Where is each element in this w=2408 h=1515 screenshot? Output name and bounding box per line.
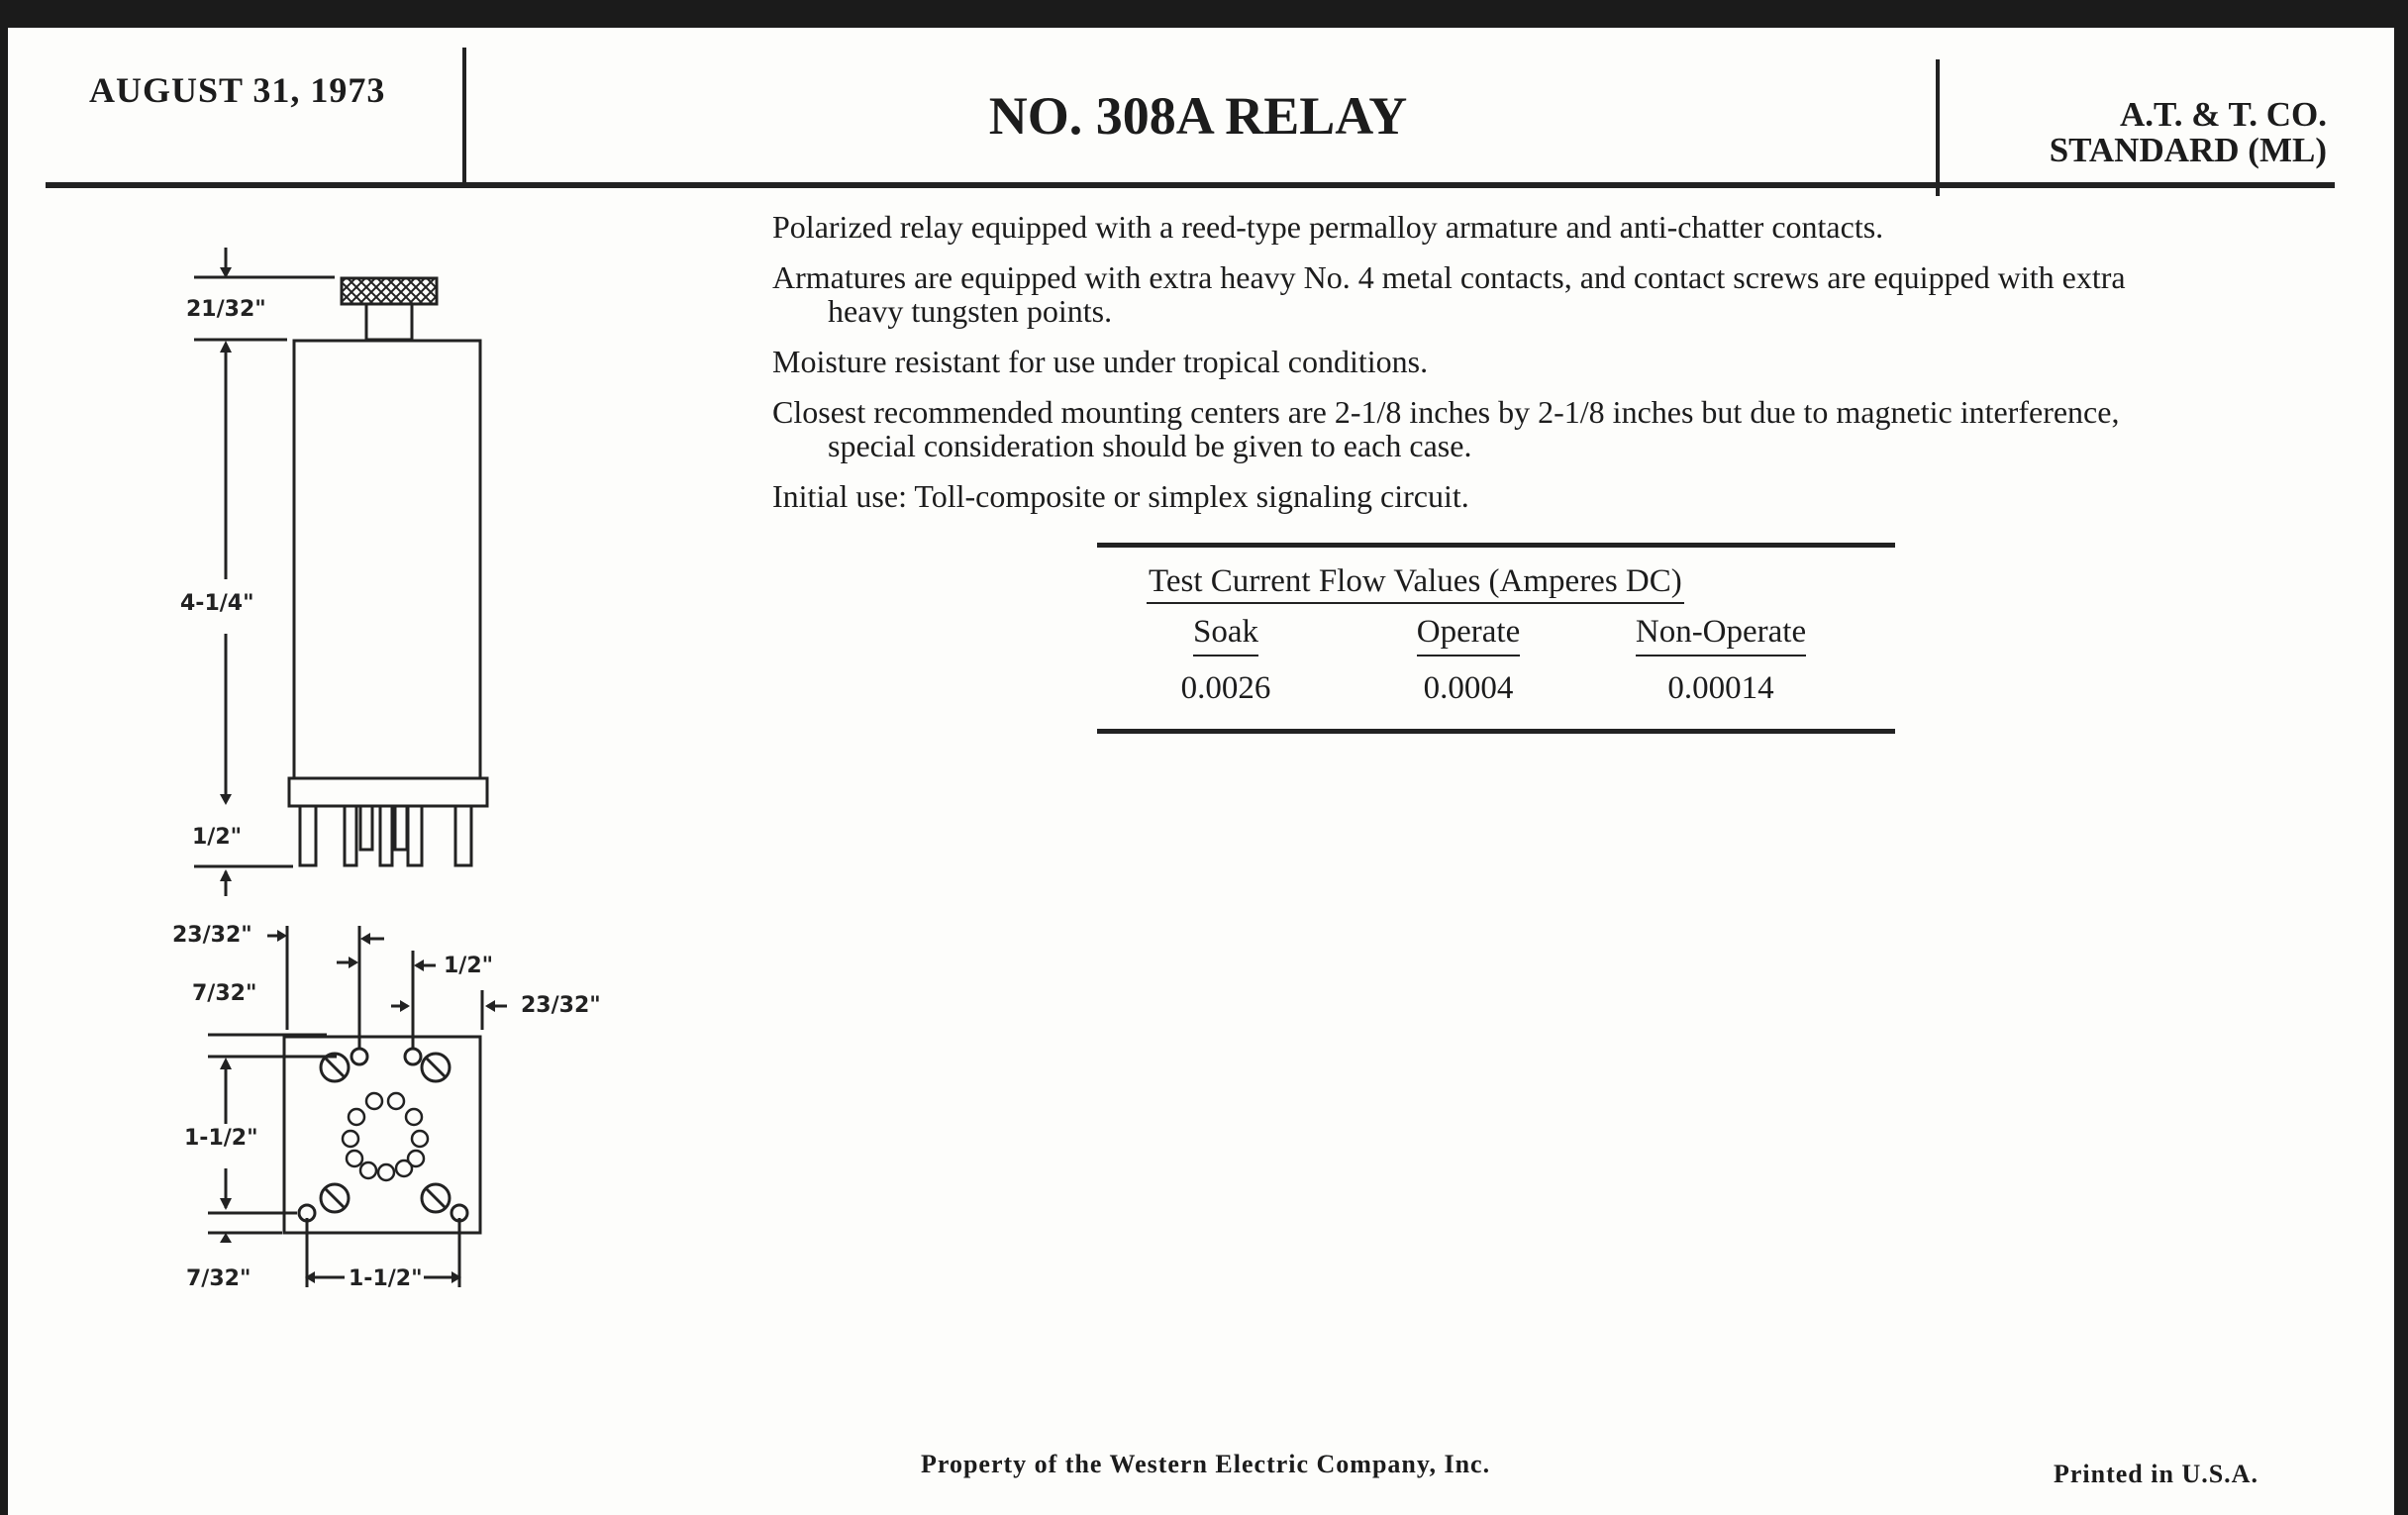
standard-line-2: STANDARD (ML) — [2049, 131, 2327, 169]
description — [772, 210, 2188, 530]
relay-base — [289, 778, 487, 806]
table-value-operate: 0.0004 — [1423, 670, 1514, 706]
table-caption: Test Current Flow Values (Amperes DC) — [1147, 563, 1684, 604]
standard-line-1: A.T. & T. CO. — [2119, 95, 2327, 134]
footer-property: Property of the Western Electric Company, Inc. — [921, 1450, 1491, 1478]
dim-base-top-margin: 7/32" — [192, 981, 257, 1006]
relay-pins — [300, 806, 471, 865]
base-screws — [299, 1049, 467, 1221]
table-bottom-rule — [1097, 729, 1895, 734]
dim-base-width: 1-1/2" — [349, 1266, 423, 1291]
description-paragraph: Closest recommended mounting centers are 2-1/8 inches by 2-1/8 inches but due to magnetic interference, special consideration should be given to each case. — [772, 394, 2120, 463]
dim-base-offset-right: 23/32" — [521, 993, 601, 1018]
relay-body — [294, 341, 480, 778]
dim-body-height: 4-1/4" — [180, 591, 254, 616]
dim-pin-height: 1/2" — [192, 825, 243, 850]
dim-base-height: 1-1/2" — [184, 1126, 258, 1151]
description-paragraph: Moisture resistant for use under tropical conditions. — [772, 344, 1429, 379]
description-paragraph: Armatures are equipped with extra heavy No. 4 metal contacts, and contact screws are equipped with extra heavy tungsten points. — [772, 259, 2126, 329]
table-header-soak: Soak — [1193, 614, 1258, 656]
description-paragraph: Initial use: Toll-composite or simplex signaling circuit. — [772, 478, 1469, 514]
table-top-rule — [1097, 543, 1895, 548]
relay-drawing — [0, 0, 693, 1317]
table-header-row — [1097, 614, 1895, 656]
dim-base-bottom-margin: 7/32" — [186, 1266, 251, 1291]
dim-base-hole-spacing: 1/2" — [444, 954, 494, 978]
table-row — [1097, 670, 1895, 707]
header-standard — [1951, 97, 2327, 168]
table-header-non-operate: Non-Operate — [1636, 614, 1806, 656]
socket-pins — [343, 1093, 428, 1180]
relay-knob — [342, 278, 437, 304]
footer-printed: Printed in U.S.A. — [2054, 1460, 2258, 1488]
dim-knob-height: 21/32" — [186, 297, 266, 322]
relay-knob-stem — [366, 304, 412, 340]
dim-base-offset-left: 23/32" — [172, 923, 252, 948]
table-value-non-operate: 0.00014 — [1667, 670, 1774, 706]
table-header-operate: Operate — [1417, 614, 1520, 656]
table-value-soak: 0.0026 — [1180, 670, 1271, 706]
page-title: NO. 308A RELAY — [988, 86, 1408, 146]
header-divider-right — [1936, 59, 1940, 196]
description-paragraph: Polarized relay equipped with a reed-type permalloy armature and anti-chatter contacts. — [772, 209, 1884, 245]
test-current-table — [1097, 543, 1895, 734]
header-date: AUGUST 31, 1973 — [89, 70, 386, 110]
